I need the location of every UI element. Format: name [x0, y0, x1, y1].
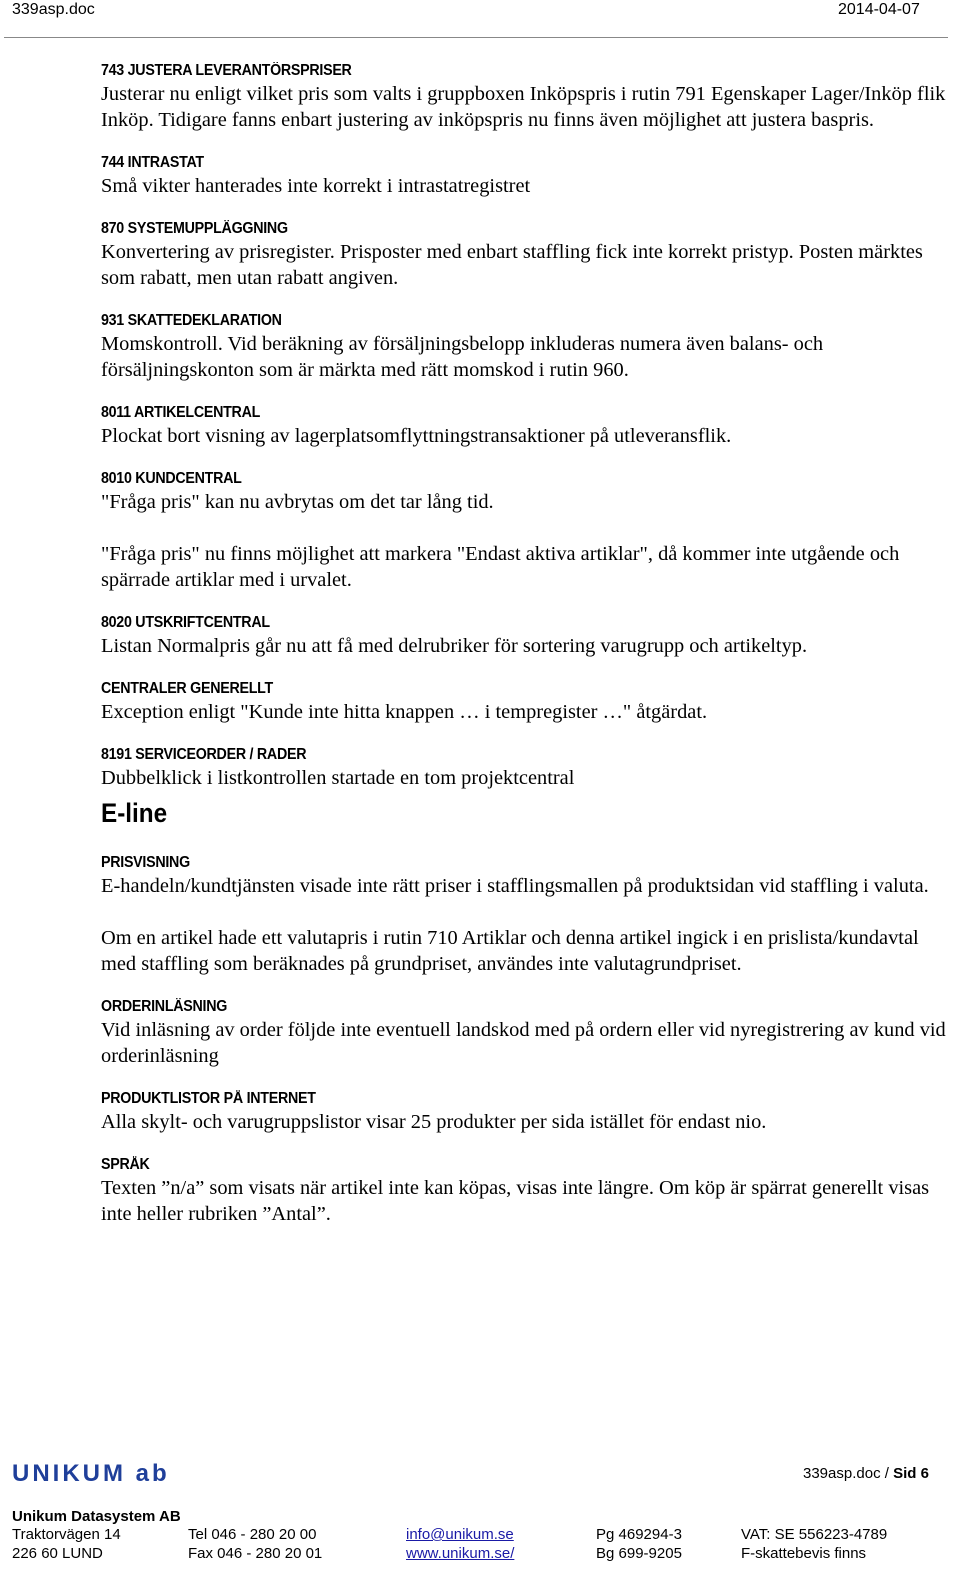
footer-address	[12, 1525, 121, 1563]
section-8010	[101, 469, 951, 593]
section-paragraph: Justerar nu enligt vilket pris som valts i gruppboxen Inköpspris i rutin 791 Egenskaper Lager/Inköp flik Inköp. Tidigare fanns enbart justering av inköpspris nu finns även möjlighet att justera baspris.	[101, 83, 946, 131]
header-divider	[4, 37, 948, 38]
vat-number: VAT: SE 556223-4789	[741, 1526, 888, 1543]
section-produktlistor	[101, 1089, 951, 1135]
page-number: Sid 6	[893, 1465, 929, 1482]
section-743	[101, 61, 951, 133]
logo-text: UNIKUM ab	[12, 1462, 170, 1484]
footer-contact	[406, 1525, 514, 1563]
section-paragraph: Texten ”n/a” som visats när artikel inte kan köpas, visas inte längre. Om köp är spärrat generellt visas inte heller rubriken ”Antal”.	[101, 1177, 930, 1225]
section-heading: ORDERINLÄSNING	[101, 998, 228, 1015]
section-744	[101, 153, 951, 199]
page-doc-name: 339asp.doc	[803, 1465, 881, 1482]
section-paragraph: Plockat bort visning av lagerplatsomflyttningstransaktioner på utleveransflik.	[101, 425, 732, 447]
section-paragraph: Alla skylt- och varugruppslistor visar 25 produkter per sida istället för endast nio.	[101, 1111, 767, 1133]
section-paragraph: "Fråga pris" nu finns möjlighet att markera "Endast aktiva artiklar", då kommer inte utgående och spärrade artiklar med i urvalet.	[101, 543, 900, 591]
section-heading: 743 JUSTERA LEVERANTÖRSPRISER	[101, 62, 352, 79]
document-body	[101, 61, 951, 1227]
section-heading: SPRÅK	[101, 1156, 150, 1173]
section-paragraph: "Fråga pris" kan nu avbrytas om det tar lång tid.	[101, 491, 494, 513]
section-heading: PRODUKTLISTOR PÅ INTERNET	[101, 1090, 316, 1107]
bankgiro: Bg 699-9205	[596, 1545, 682, 1562]
footer-tax	[741, 1525, 887, 1563]
footer-giro	[596, 1525, 682, 1563]
section-heading: 744 INTRASTAT	[101, 154, 204, 171]
tax-certificate: F-skattebevis finns	[741, 1545, 867, 1562]
section-orderinlasning	[101, 997, 951, 1069]
page-indicator	[803, 1465, 929, 1482]
postgiro: Pg 469294-3	[596, 1526, 682, 1543]
section-heading: 931 SKATTEDEKLARATION	[101, 312, 282, 329]
section-paragraph: Små vikter hanterades inte korrekt i intrastatregistret	[101, 175, 531, 197]
section-paragraph: Om en artikel hade ett valutapris i rutin 710 Artiklar och denna artikel ingick i en prislista/kundavtal med staffling som beräknades på grundpriset, användes inte valutagrundpriset.	[101, 927, 919, 975]
section-centraler	[101, 679, 951, 725]
website-link[interactable]: www.unikum.se/	[406, 1545, 515, 1562]
email-link[interactable]: info@unikum.se	[406, 1526, 514, 1543]
address-street: Traktorvägen 14	[12, 1526, 121, 1543]
section-heading: PRISVISNING	[101, 854, 190, 871]
section-8011	[101, 403, 951, 449]
section-prisvisning	[101, 853, 951, 977]
page-separator: /	[880, 1465, 894, 1482]
section-heading: 8191 SERVICEORDER / RADER	[101, 746, 307, 763]
section-heading: CENTRALER GENERELLT	[101, 680, 273, 697]
section-paragraph: Momskontroll. Vid beräkning av försäljningsbelopp inkluderas numera även balans- och försäljningskonton som är märkta med rätt momskod i rutin 960.	[101, 333, 824, 381]
section-8020	[101, 613, 951, 659]
section-931	[101, 311, 951, 383]
eline-title: E-line	[101, 798, 168, 828]
section-paragraph: Vid inläsning av order följde inte eventuell landskod med på ordern eller vid nyregistrering av kund vid orderinläsning	[101, 1019, 946, 1067]
section-sprak	[101, 1155, 951, 1227]
section-paragraph: Konvertering av prisregister. Prisposter med enbart staffling fick inte korrekt pristyp. Posten märktes som rabatt, men utan rabatt angiven.	[101, 241, 923, 289]
section-heading: 8011 ARTIKELCENTRAL	[101, 404, 261, 421]
header-filename: 339asp.doc	[12, 1, 95, 18]
unikum-logo	[12, 1462, 232, 1484]
footer-phone	[188, 1525, 322, 1563]
section-heading: 870 SYSTEMUPPLÄGGNING	[101, 220, 288, 237]
header-date: 2014-04-07	[838, 1, 920, 18]
section-8191	[101, 745, 951, 791]
section-heading: 8010 KUNDCENTRAL	[101, 470, 242, 487]
section-paragraph: Exception enligt "Kunde inte hitta knappen … i tempregister …" åtgärdat.	[101, 701, 708, 723]
phone-fax: Fax 046 - 280 20 01	[188, 1545, 323, 1562]
address-city: 226 60 LUND	[12, 1545, 103, 1562]
section-paragraph: Dubbelklick i listkontrollen startade en tom projektcentral	[101, 767, 575, 789]
section-870	[101, 219, 951, 291]
phone-tel: Tel 046 - 280 20 00	[188, 1526, 317, 1543]
section-paragraph: E-handeln/kundtjänsten visade inte rätt priser i stafflingsmallen på produktsidan vid staffling i valuta.	[101, 875, 929, 897]
section-paragraph: Listan Normalpris går nu att få med delrubriker för sortering varugrupp och artikeltyp.	[101, 635, 808, 657]
section-heading: 8020 UTSKRIFTCENTRAL	[101, 614, 270, 631]
company-name: Unikum Datasystem AB	[12, 1508, 181, 1525]
